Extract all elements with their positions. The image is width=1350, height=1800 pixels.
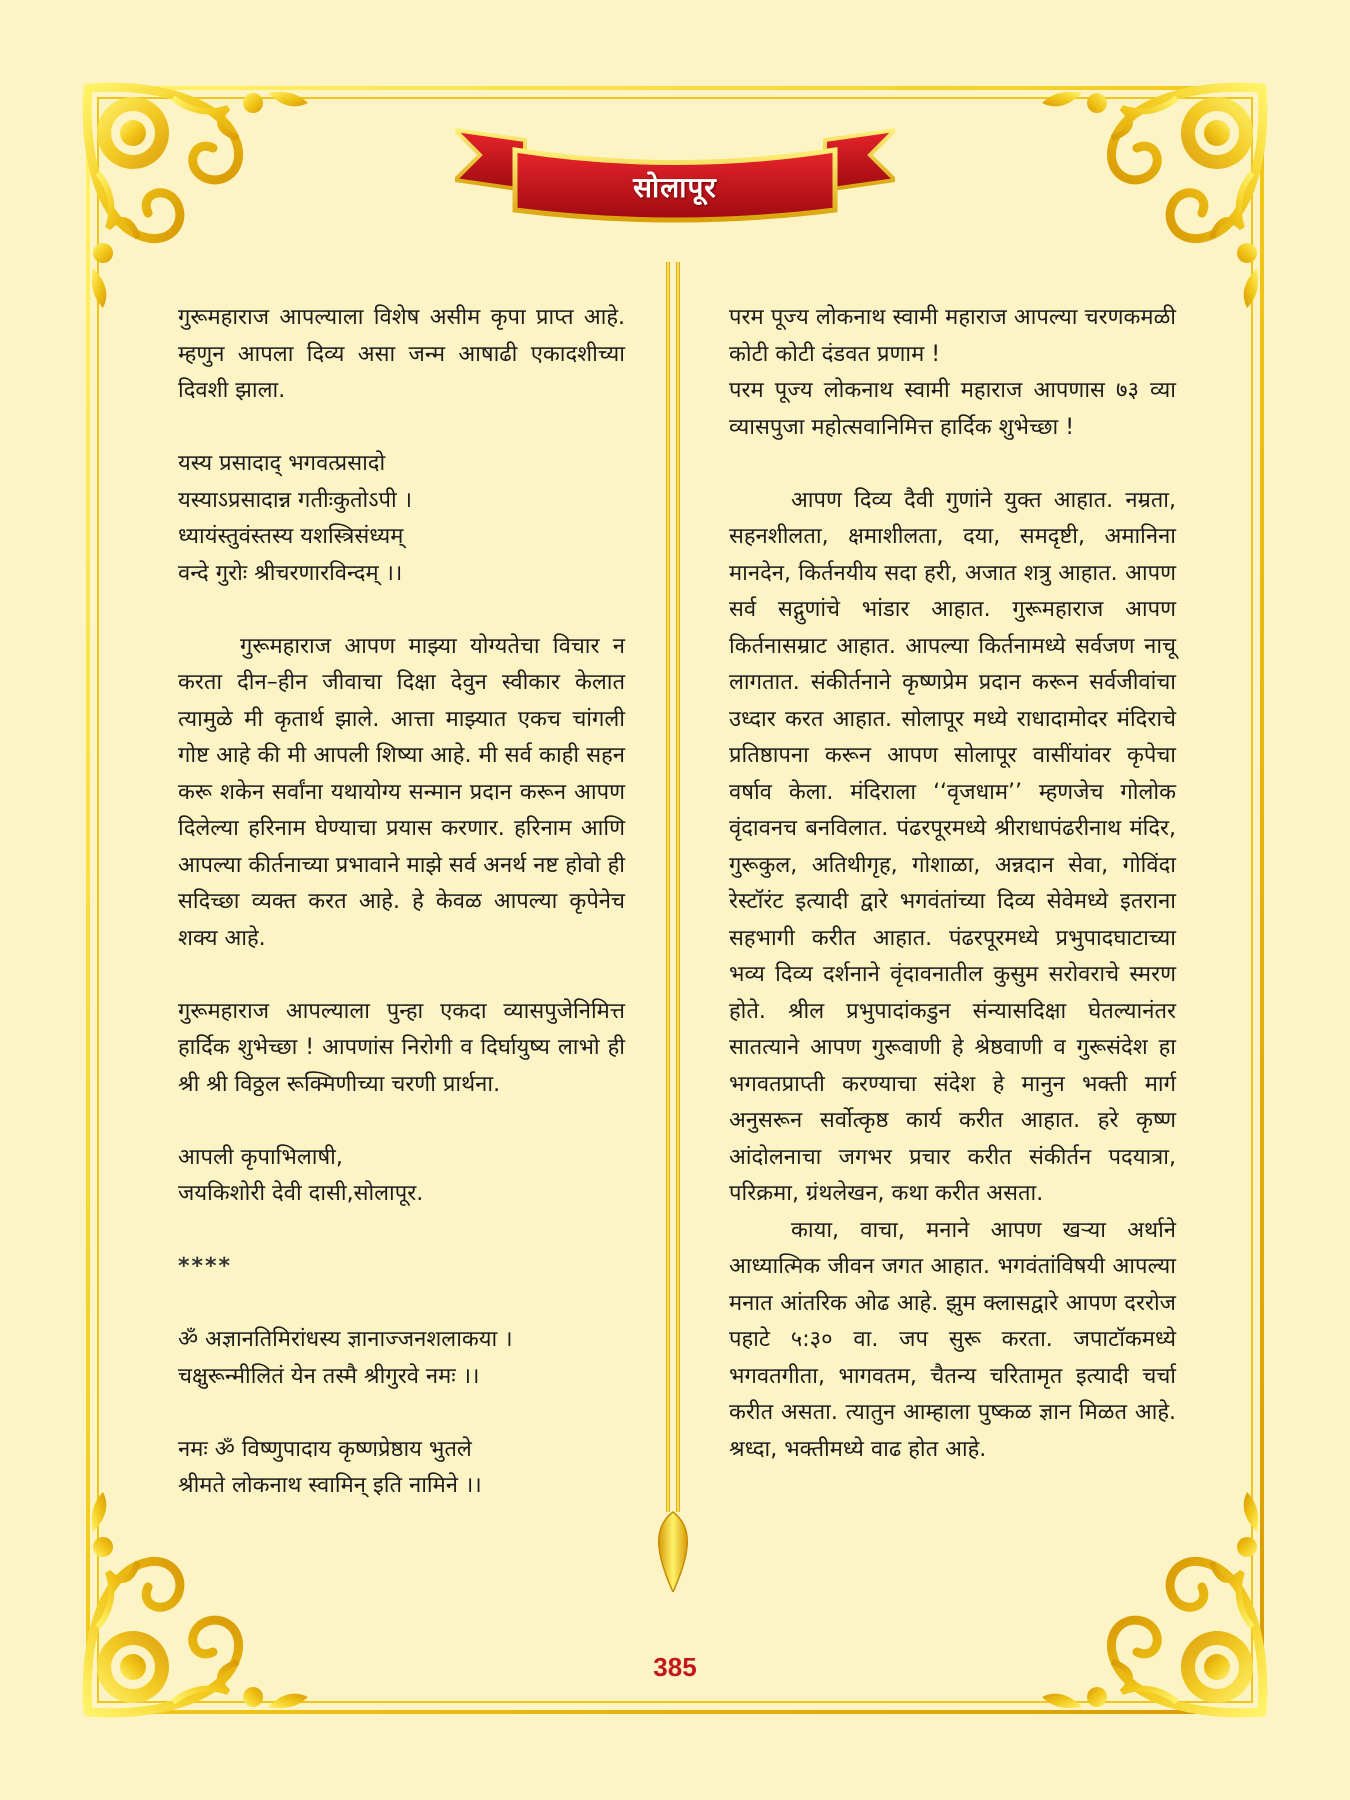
shloka-line: यस्याऽप्रसादान्न गतीःकुतोऽपी । xyxy=(178,487,413,513)
shloka-line: वन्दे गुरोः श्रीचरणारविन्दम् ।। xyxy=(178,560,403,586)
separator-stars: **** xyxy=(178,1254,233,1279)
left-paragraph-3: गुरूमहाराज आपल्याला पुन्हा एकदा व्यासपुजेनिमित्त हार्दिक शुभेच्छा ! आपणांस निरोगी व दिर्घायुष्य लाभो ही श्री श्री विठ्ठल रूक्मिणीच्या चरणी प्रार्थना. xyxy=(178,998,625,1097)
signature-salutation: आपली कृपाभिलाषी, xyxy=(178,1144,343,1170)
signature-name: जयकिशोरी देवी दासी,सोलापूर. xyxy=(178,1181,424,1206)
shloka-line: ध्यायंस्तुवंस्तस्य यशस्त्रिसंध्यम् xyxy=(178,524,404,549)
page-number: 385 xyxy=(653,1652,697,1682)
prayer-line: चक्षुरून्मीलितं येन तस्मै श्रीगुरवे नमः ।। xyxy=(178,1363,480,1389)
left-paragraph-1: गुरूमहाराज आपल्याला विशेष असीम कृपा प्राप्त आहे. म्हणुन आपला दिव्य असा जन्म आषाढी एकादशीच्या दिवशी झाला. xyxy=(178,305,625,403)
shloka-line: यस्य प्रसादाद् भगवत्प्रसादो xyxy=(178,451,386,476)
page-title: सोलापूर xyxy=(633,171,717,204)
left-column xyxy=(178,300,625,1505)
prayer-line: श्रीमते लोकनाथ स्वामिन् इति नामिने ।। xyxy=(178,1473,482,1498)
column-divider xyxy=(651,262,695,1592)
right-paragraph-3: आपण दिव्य दैवी गुणांने युक्त आहात. नम्रता, सहनशीलता, क्षमाशीलता, दया, समदृष्टी, अमानिना मानदेन, किर्तनयीय सदा हरी, अजात शत्रु आहात. आपण सर्व सद्गुणांचे भांडार आहात. गुरूमहाराज आपण किर्तनासम्राट आहात. आपल्या किर्तनामध्ये सर्वजण नाचू लागतात. संकीर्तनाने कृष्णप्रेम प्रदान करून सर्वजीवांचा उध्दार करत आहात. सोलापूर मध्ये राधादामोदर मंदिराचे प्रतिष्ठापना करून आपण सोलापूर वासींयांवर कृपेचा वर्षाव केला. मंदिराला ‘‘वृजधाम’’ म्हणजेच गोलोक वृंदावनच बनविलात. पंढरपूरमध्ये श्रीराधापंढरीनाथ मंदिर, गुरूकुल, अतिथीगृह, गोशाळा, अन्नदान सेवा, गोविंदा रेस्टॉरंट इत्यादी द्वारे भगवंतांच्या दिव्य सेवेमध्ये इतराना सहभागी करीत आहात. पंढरपूरमध्ये प्रभुपादघाटाच्या भव्य दिव्य दर्शनाने वृंदावनातील कुसुम सरोवराचे स्मरण होते. श्रील प्रभुपादांकडुन संन्यासदिक्षा घेतल्यानंतर सातत्याने आपण गुरूवाणी हे श्रेष्ठवाणी व गुरूसंदेश हा भगवतप्राप्ती करण्याचा संदेश हे मानुन भक्ती मार्ग अनुसरून सर्वोत्कृष्ठ कार्य करीत आहात. हरे कृष्ण आंदोलनाचा जगभर प्रचार करीत संकीर्तन पदयात्रा, परिक्रमा, ग्रंथलेखन, कथा करीत असता. xyxy=(729,487,1176,1206)
right-paragraph-1: परम पूज्य लोकनाथ स्वामी महाराज आपल्या चरणकमळी कोटी कोटी दंडवत प्रणाम ! xyxy=(729,305,1176,367)
prayer-line: ॐ अज्ञानतिमिरांधस्य ज्ञानाज्जनशलाकया । xyxy=(178,1327,513,1352)
right-column xyxy=(729,300,1176,1468)
left-paragraph-2: गुरूमहाराज आपण माझ्या योग्यतेचा विचार न करता दीन–हीन जीवाचा दिक्षा देवुन स्वीकार केलात त्यामुळे मी कृतार्थ झाले. आत्ता माझ्यात एकच चांगली गोष्ट आहे की मी आपली शिष्या आहे. मी सर्व काही सहन करू शकेन सर्वांना यथायोग्य सन्मान प्रदान करून आपण दिलेल्या हरिनाम घेण्याचा प्रयास करणार. हरिनाम आणि आपल्या कीर्तनाच्या प्रभावाने माझे सर्व अनर्थ नष्ट होवो ही सदिच्छा व्यक्त करत आहे. हे केवळ आपल्या कृपेनेच शक्य आहे. xyxy=(178,633,625,951)
right-paragraph-2: परम पूज्य लोकनाथ स्वामी महाराज आपणास ७३ व्या व्यासपुजा महोत्सवानिमित्त हार्दिक शुभेच्छा ! xyxy=(729,378,1176,440)
right-paragraph-4: काया, वाचा, मनाने आपण खऱ्या अर्थाने आध्यात्मिक जीवन जगत आहात. भगवंतांविषयी आपल्या मनात आंतरिक ओढ आहे. झुम क्लासद्वारे आपण दररोज पहाटे ५:३० वा. जप सुरू करता. जपाटॉकमध्ये भगवतगीता, भागवतम, चैतन्य चरितामृत इत्यादी चर्चा करीत असता. त्यातुन आम्हाला पुष्कळ ज्ञान मिळत आहे. श्रध्दा, भक्तीमध्ये वाढ होत आहे. xyxy=(729,1217,1176,1462)
prayer-line: नमः ॐ विष्णुपादाय कृष्णप्रेष्ठाय भुतले xyxy=(178,1436,472,1462)
